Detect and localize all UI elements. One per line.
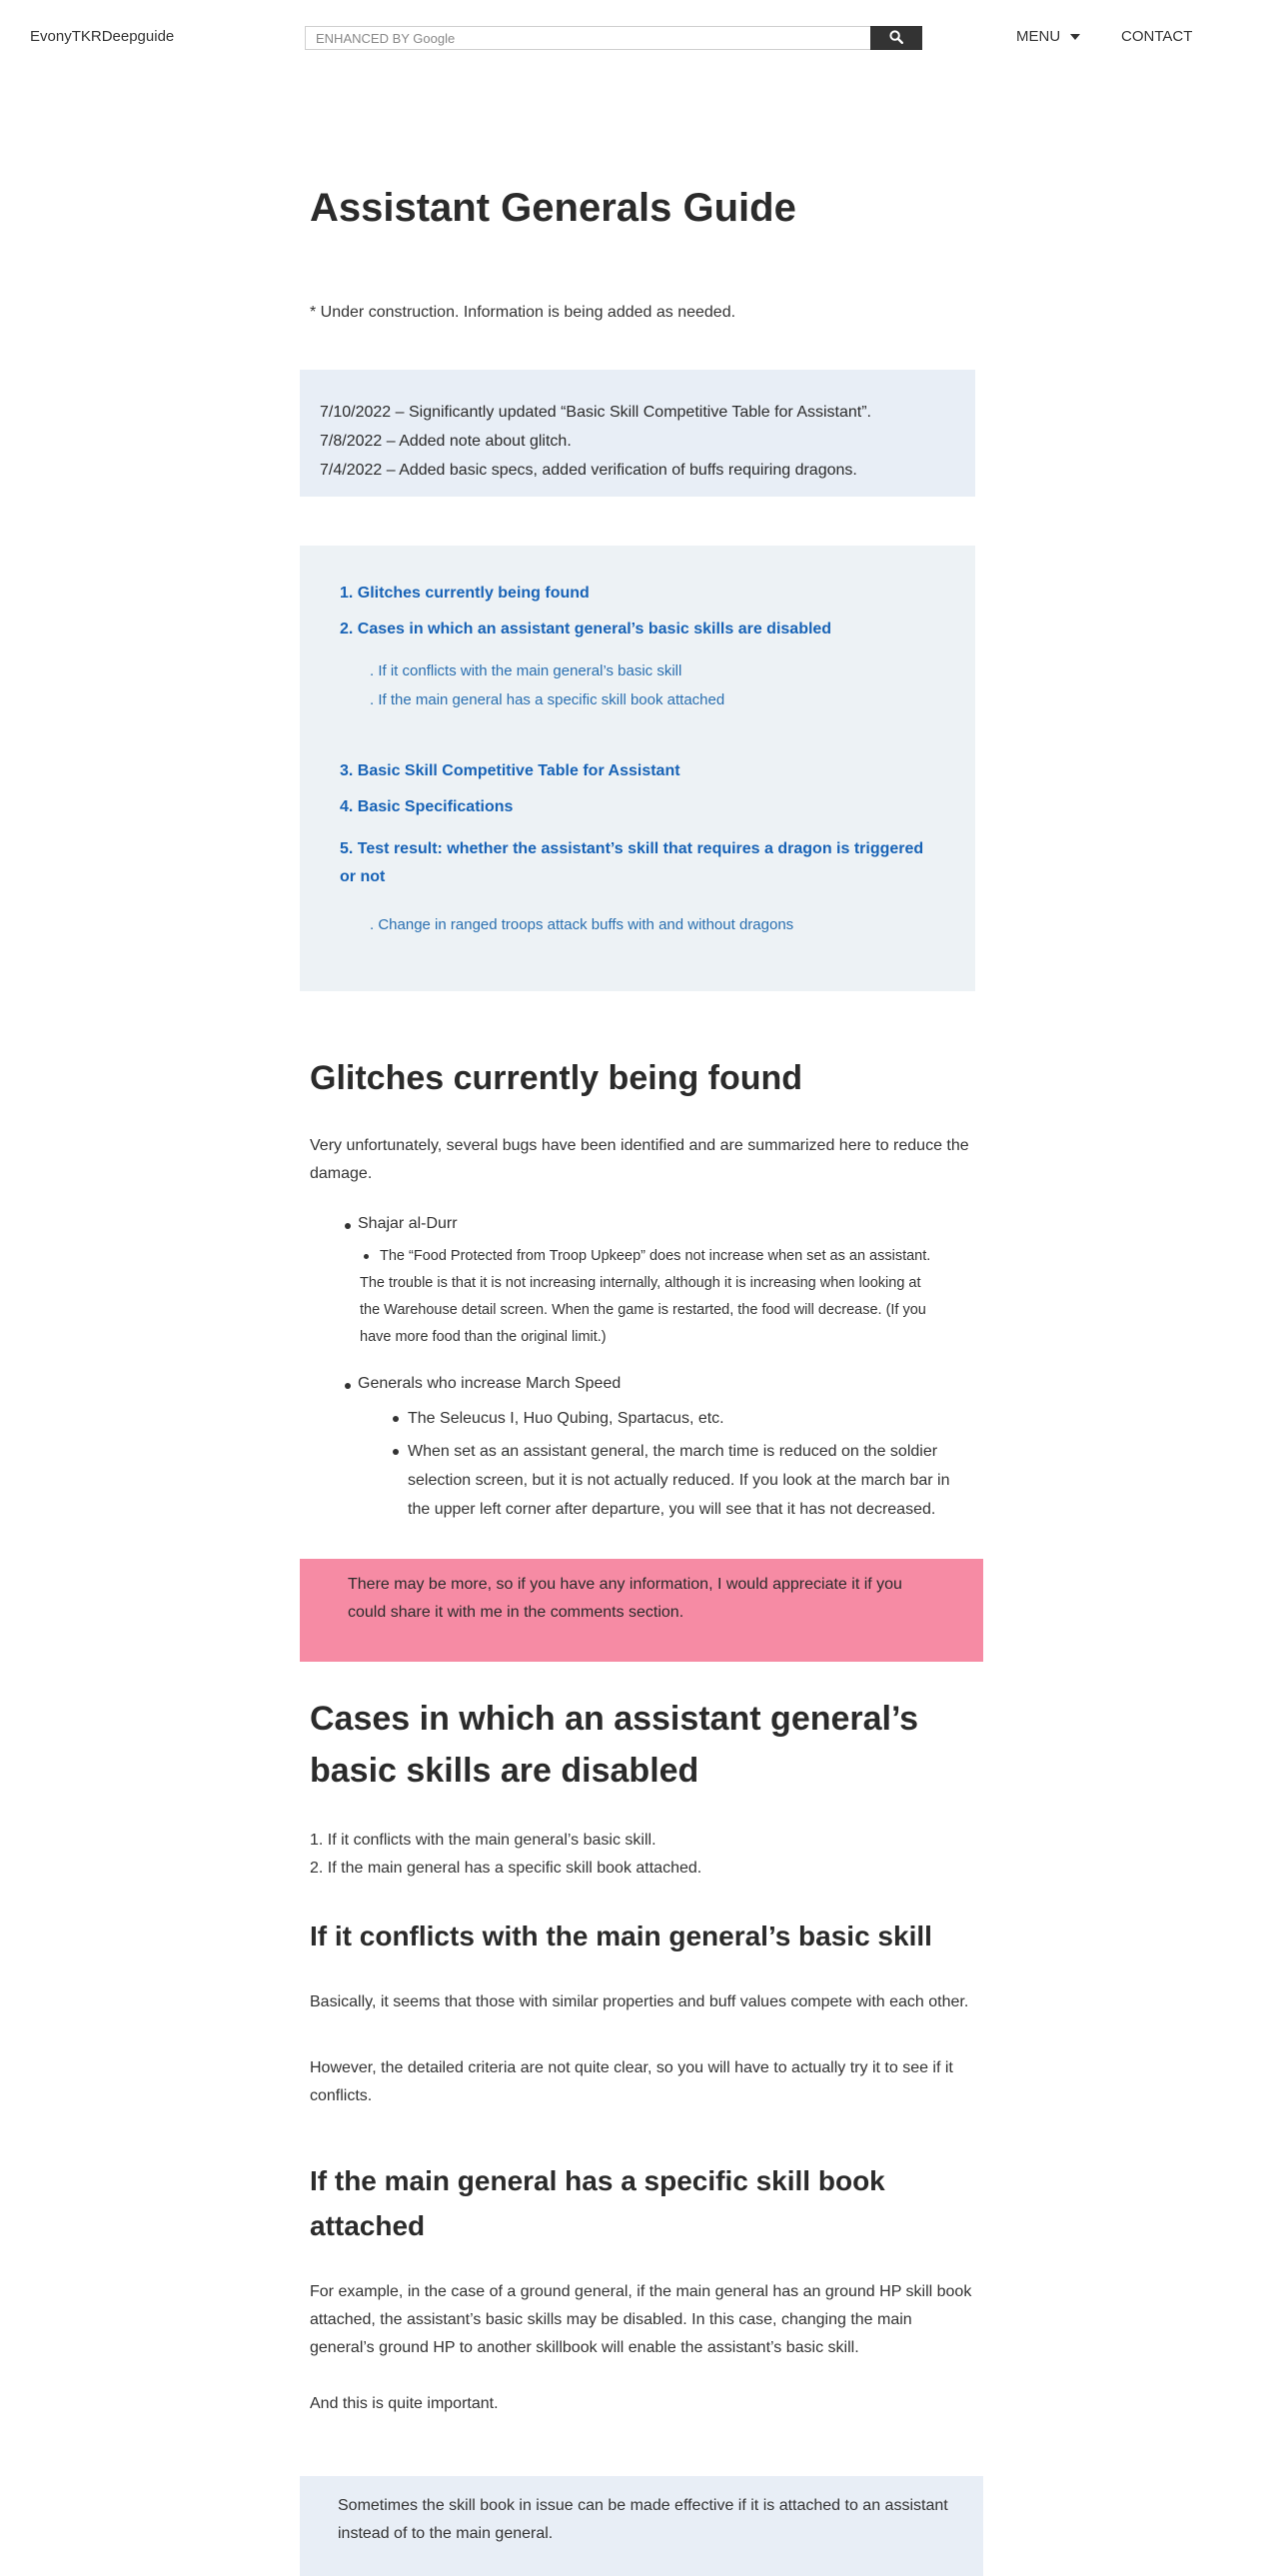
callout-line: Sometimes the skill book in issue can be made effective if it is attached to an assistant — [338, 2497, 948, 2514]
glitch-item-detail: the upper left corner after departure, you will see that it has not decreased. — [408, 1501, 936, 1518]
nav-menu-dropdown[interactable] — [1016, 28, 1080, 45]
construction-note: * Under construction. Information is being added as needed. — [310, 304, 736, 321]
toc-link-glitches[interactable]: 1. Glitches currently being found — [340, 585, 590, 602]
bullet-dot — [345, 1223, 351, 1229]
glitches-intro-line: Very unfortunately, several bugs have been identified and are summarized here to reduce the — [310, 1137, 969, 1154]
nav-menu-label: MENU — [1016, 28, 1061, 45]
glitch-item-detail: selection screen, but it is not actually reduced. If you look at the march bar in — [408, 1472, 950, 1489]
conflicts-paragraph: Basically, it seems that those with similar properties and buff values compete with each other. — [310, 1993, 969, 2010]
update-entry: 7/8/2022 – Added note about glitch. — [320, 433, 572, 450]
info-callout — [300, 1559, 983, 1662]
glitch-item-detail: have more food than the original limit.) — [360, 1329, 607, 1345]
bullet-dot — [393, 1416, 399, 1422]
search-button[interactable] — [870, 26, 922, 50]
callout-line: There may be more, so if you have any information, I would appreciate it if you — [348, 1576, 902, 1593]
toc-link-cases[interactable]: 2. Cases in which an assistant general’s basic skills are disabled — [340, 621, 832, 638]
page-title: Assistant Generals Guide — [310, 186, 796, 230]
skill-book-paragraph: attached, the assistant’s basic skills may be disabled. In this case, changing the main — [310, 2311, 912, 2328]
update-log — [300, 370, 975, 497]
update-entry: 7/4/2022 – Added basic specs, added verification of buffs requiring dragons. — [320, 462, 857, 479]
bullet-dot — [393, 1449, 399, 1455]
cases-list-item: 2. If the main general has a specific skill book attached. — [310, 1860, 702, 1877]
bullet-dot — [345, 1383, 351, 1389]
conflicts-paragraph: conflicts. — [310, 2087, 373, 2104]
glitch-item-title: Shajar al-Durr — [358, 1215, 458, 1232]
search-input[interactable] — [305, 26, 870, 50]
conflicts-paragraph: However, the detailed criteria are not quite clear, so you will have to actually try it to see if it — [310, 2059, 953, 2076]
glitch-item-detail: The trouble is that it is not increasing internally, although it is increasing when looking at — [360, 1275, 921, 1291]
toc-link-competitive-table[interactable]: 3. Basic Skill Competitive Table for Assistant — [340, 762, 680, 779]
update-entry: 7/10/2022 – Significantly updated “Basic Skill Competitive Table for Assistant”. — [320, 404, 871, 421]
skill-book-paragraph: general’s ground HP to another skillbook will enable the assistant’s basic skill. — [310, 2339, 859, 2356]
search-bar — [305, 26, 922, 50]
toc-link-test-result-line: or not — [340, 868, 386, 885]
cases-list-item: 1. If it conflicts with the main general’s basic skill. — [310, 1832, 656, 1849]
search-icon — [889, 30, 903, 44]
toc-link-ranged-buffs[interactable]: . Change in ranged troops attack buffs with and without dragons — [370, 916, 794, 933]
glitch-item-title: Generals who increase March Speed — [358, 1375, 622, 1392]
section-heading-glitches: Glitches currently being found — [310, 1059, 803, 1097]
glitch-item-detail: the Warehouse detail screen. When the game is restarted, the food will decrease. (If you — [360, 1302, 926, 1318]
glitch-item-detail: When set as an assistant general, the march time is reduced on the soldier — [408, 1443, 938, 1460]
section-heading-cases: Cases in which an assistant general’s — [310, 1700, 919, 1738]
glitches-intro-line: damage. — [310, 1165, 373, 1182]
nav-contact-link[interactable]: CONTACT — [1121, 28, 1193, 45]
table-of-contents — [300, 546, 975, 991]
callout-line: instead of to the main general. — [338, 2525, 554, 2542]
subsection-heading-skill-book: attached — [310, 2210, 426, 2241]
tip-callout — [300, 2476, 983, 2576]
toc-link-test-result-line: 5. Test result: whether the assistant’s skill that requires a dragon is triggered — [340, 840, 924, 857]
chevron-down-icon — [1070, 34, 1080, 40]
section-heading-cases: basic skills are disabled — [310, 1752, 699, 1790]
glitch-item-detail: The Seleucus I, Huo Qubing, Spartacus, etc. — [408, 1410, 724, 1427]
glitch-item-detail: The “Food Protected from Troop Upkeep” does not increase when set as an assistant. — [380, 1248, 931, 1264]
toc-link-basic-specs[interactable]: 4. Basic Specifications — [340, 798, 514, 815]
toc-link-conflicts[interactable]: . If it conflicts with the main general’s basic skill — [370, 662, 682, 679]
subsection-heading-skill-book: If the main general has a specific skill book — [310, 2165, 885, 2196]
skill-book-paragraph: And this is quite important. — [310, 2395, 499, 2412]
site-title-link[interactable]: EvonyTKRDeepguide — [30, 28, 175, 45]
callout-line: could share it with me in the comments section. — [348, 1604, 684, 1621]
site-header — [0, 0, 1283, 76]
toc-link-skill-book[interactable]: . If the main general has a specific skill book attached — [370, 691, 725, 708]
subsection-heading-conflicts: If it conflicts with the main general’s basic skill — [310, 1921, 932, 1951]
skill-book-paragraph: For example, in the case of a ground general, if the main general has an ground HP skill book — [310, 2283, 972, 2300]
